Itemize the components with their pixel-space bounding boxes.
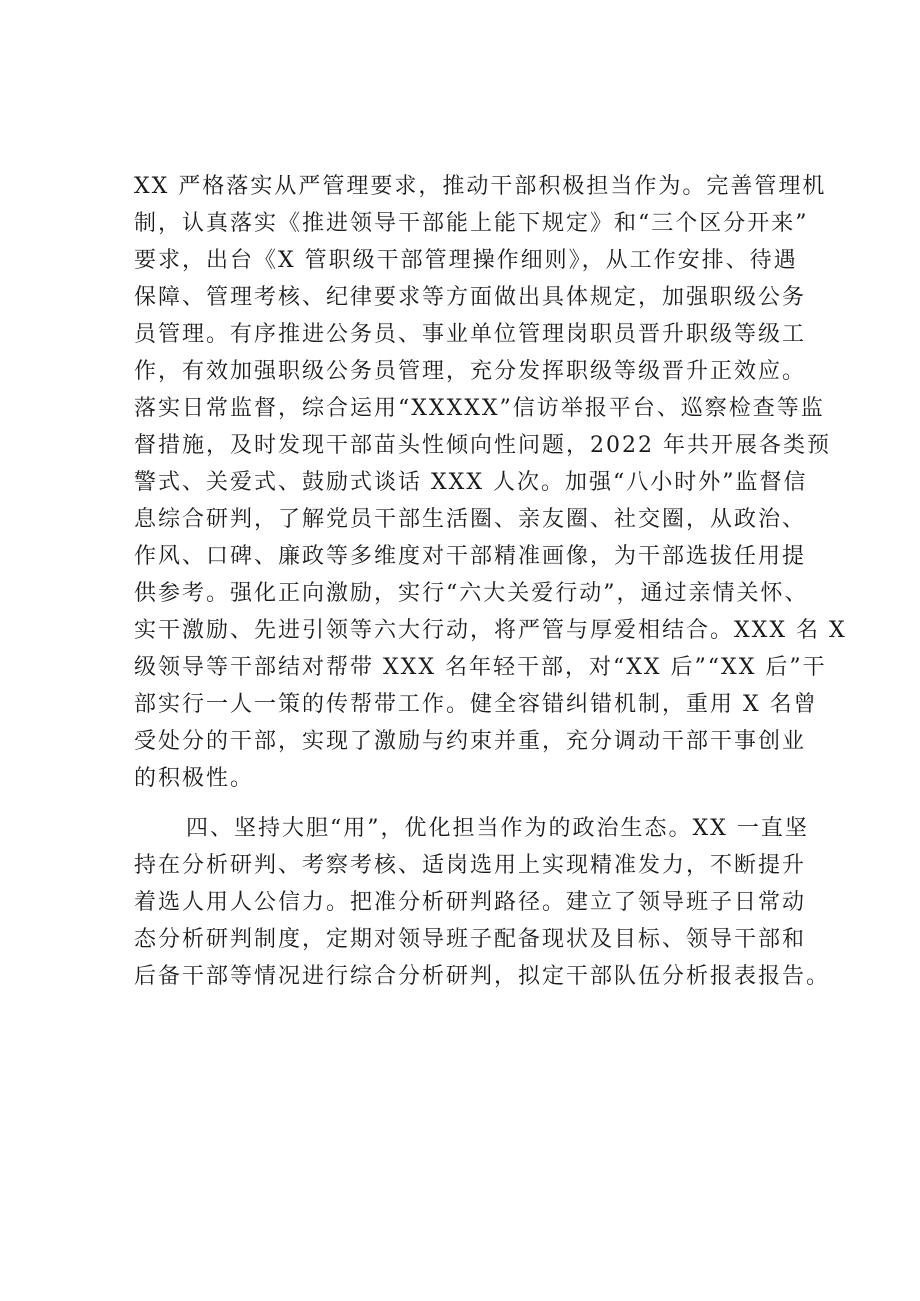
text-line: 保障、管理考核、纪律要求等方面做出具体规定，加强职级公务 <box>134 285 807 310</box>
text-line: 受处分的干部，实现了激励与约束并重，充分调动干部干事创业 <box>134 729 807 754</box>
text-line: 息综合研判，了解党员干部生活圈、亲友圈、社交圈，从政治、 <box>134 507 807 532</box>
text-line: 员管理。有序推进公务员、事业单位管理岗职员晋升职级等级工 <box>134 322 807 347</box>
text-line: 督措施，及时发现干部苗头性倾向性问题，2022 年共开展各类预 <box>134 433 831 458</box>
text-line: 四、坚持大胆“用”，优化担当作为的政治生态。XX 一直坚 <box>186 816 809 841</box>
text-line: 持在分析研判、考察考核、适岗选用上实现精准发力，不断提升 <box>134 853 807 878</box>
text-line: 部实行一人一策的传帮带工作。健全容错纠错机制，重用 X 名曾 <box>134 692 818 717</box>
text-line: 落实日常监督，综合运用“XXXXX”信访举报平台、巡察检查等监 <box>134 396 825 421</box>
text-line: 警式、关爱式、鼓励式谈话 XXX 人次。加强“八小时外”监督信 <box>134 470 808 495</box>
paragraph-2 <box>134 810 831 995</box>
text-line: 要求，出台《X 管职级干部管理操作细则》，从工作安排、待遇 <box>134 248 798 273</box>
text-line: 后备干部等情况进行综合分析研判，拟定干部队伍分析报表报告。 <box>134 964 831 989</box>
text-line: 制，认真落实《推进领导干部能上能下规定》和“三个区分开来” <box>134 211 809 236</box>
text-line: 实干激励、先进引领等六大行动，将严管与厚爱相结合。XXX 名 X <box>134 618 847 643</box>
text-line: 作，有效加强职级公务员管理，充分发挥职级等级晋升正效应。 <box>134 359 807 384</box>
text-line: 作风、口碑、廉政等多维度对干部精准画像，为干部选拔任用提 <box>134 544 807 569</box>
text-line: XX 严格落实从严管理要求，推动干部积极担当作为。完善管理机 <box>134 174 827 199</box>
text-line: 态分析研判制度，定期对领导班子配备现状及目标、领导干部和 <box>134 927 807 952</box>
paragraph-1 <box>134 168 847 797</box>
text-line: 的积极性。 <box>134 766 255 791</box>
text-line: 级领导等干部结对帮带 XXX 名年轻干部，对“XX 后”“XX 后”干 <box>134 655 827 680</box>
text-line: 供参考。强化正向激励，实行“六大关爱行动”，通过亲情关怀、 <box>134 581 809 606</box>
text-line: 着选人用人公信力。把准分析研判路径。建立了领导班子日常动 <box>134 890 807 915</box>
